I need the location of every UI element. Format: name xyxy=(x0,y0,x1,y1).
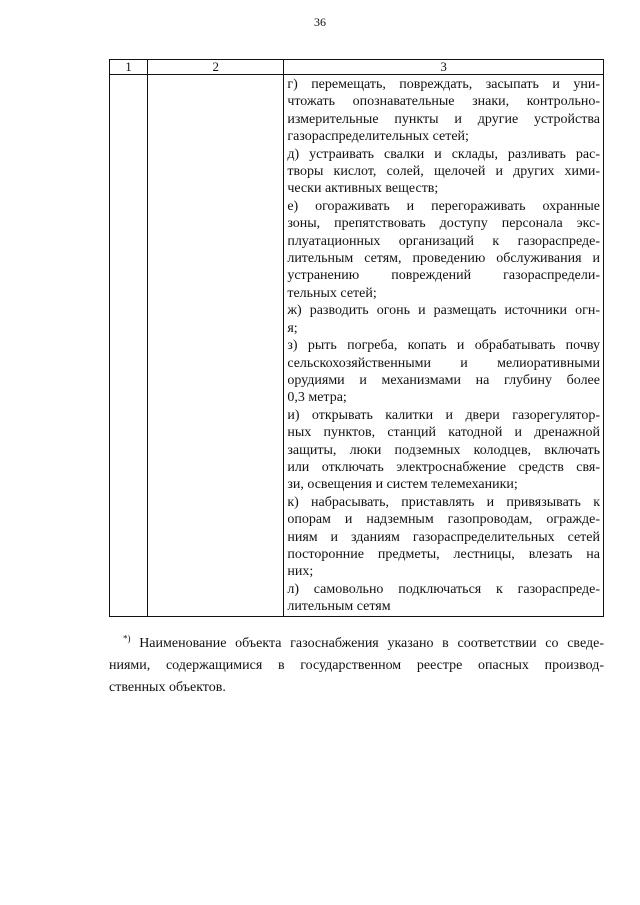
list-item-line: лительным сетям, проведению обслуживания и xyxy=(287,251,600,267)
list-item-line: ных пунктов, станций катодной и дренажной xyxy=(287,425,600,441)
requirements-table xyxy=(109,59,604,617)
list-item-line: ниям и зданиям газораспределительных сетей xyxy=(287,529,600,545)
list-item-line: и) открывать калитки и двери газорегулятор- xyxy=(287,407,600,423)
list-item-line: орудиями и механизмами на глубину более xyxy=(287,372,600,388)
list-item-line: или отключать электроснабжение средств свя- xyxy=(287,459,600,475)
column-header-3: 3 xyxy=(284,60,604,75)
footnote-line: *) Наименование объекта газоснабжения указано в соответствии со сведе- xyxy=(123,633,604,651)
list-item-line: зоны, препятствовать доступу персонала экс- xyxy=(287,216,600,232)
table-cell-col1 xyxy=(110,75,148,617)
list-item-line: них; xyxy=(287,564,314,580)
list-item-line: сельскохозяйственными и мелиоративными xyxy=(287,355,600,371)
list-item-line: тельных сетей; xyxy=(287,285,377,301)
column-header-2: 2 xyxy=(148,60,284,75)
list-item-line: опорам и надземным газопроводам, огражде- xyxy=(287,512,600,528)
table-cell-col2 xyxy=(148,75,284,617)
list-item-line: д) устраивать свалки и склады, разливать рас- xyxy=(287,146,600,162)
list-item-line: е) огораживать и перегораживать охранные xyxy=(287,198,600,214)
footnote xyxy=(109,633,604,699)
list-item-line: устранению повреждений газораспредели- xyxy=(287,268,600,284)
list-item-line: измерительные пункты и другие устройства xyxy=(287,111,600,127)
list-item-line: я; xyxy=(287,320,298,336)
list-item-line: 0,3 метра; xyxy=(287,390,347,406)
footnote-line: ственных объектов. xyxy=(109,680,226,695)
list-item-line: газораспределительных сетей; xyxy=(287,129,469,145)
list-item-line: г) перемещать, повреждать, засыпать и уни- xyxy=(287,77,600,92)
list-item-line: з) рыть погреба, копать и обрабатывать почву xyxy=(287,338,600,354)
list-item-line: лительным сетям xyxy=(287,599,391,615)
list-item-line: к) набрасывать, приставлять и привязывать к xyxy=(287,494,600,510)
page-number: 36 xyxy=(314,15,326,29)
list-item-line: ж) разводить огонь и размещать источники огн- xyxy=(287,303,600,319)
prohibitions-list-cell xyxy=(284,75,604,617)
footnote-marker: *) xyxy=(123,633,131,644)
list-item-line: творы кислот, солей, щелочей и других хими- xyxy=(287,164,600,180)
footnote-line: ниями, содержащимися в государственном реестре опасных производ- xyxy=(109,658,604,673)
list-item-line: плуатационных организаций к газораспреде- xyxy=(287,233,600,249)
table-header-row xyxy=(110,60,604,75)
list-item-line: л) самовольно подключаться к газораспреде- xyxy=(287,581,600,597)
column-header-1: 1 xyxy=(110,60,148,75)
list-item-line: чески активных веществ; xyxy=(287,181,439,197)
list-item-line: защиты, люки подземных колодцев, включать xyxy=(287,442,600,458)
list-item-line: зи, освещения и систем телемеханики; xyxy=(287,477,518,493)
list-item-line: посторонние предметы, лестницы, влезать на xyxy=(287,546,600,562)
table-row xyxy=(110,75,604,617)
list-item-line: чтожать опознавательные знаки, контрольно- xyxy=(287,94,600,110)
